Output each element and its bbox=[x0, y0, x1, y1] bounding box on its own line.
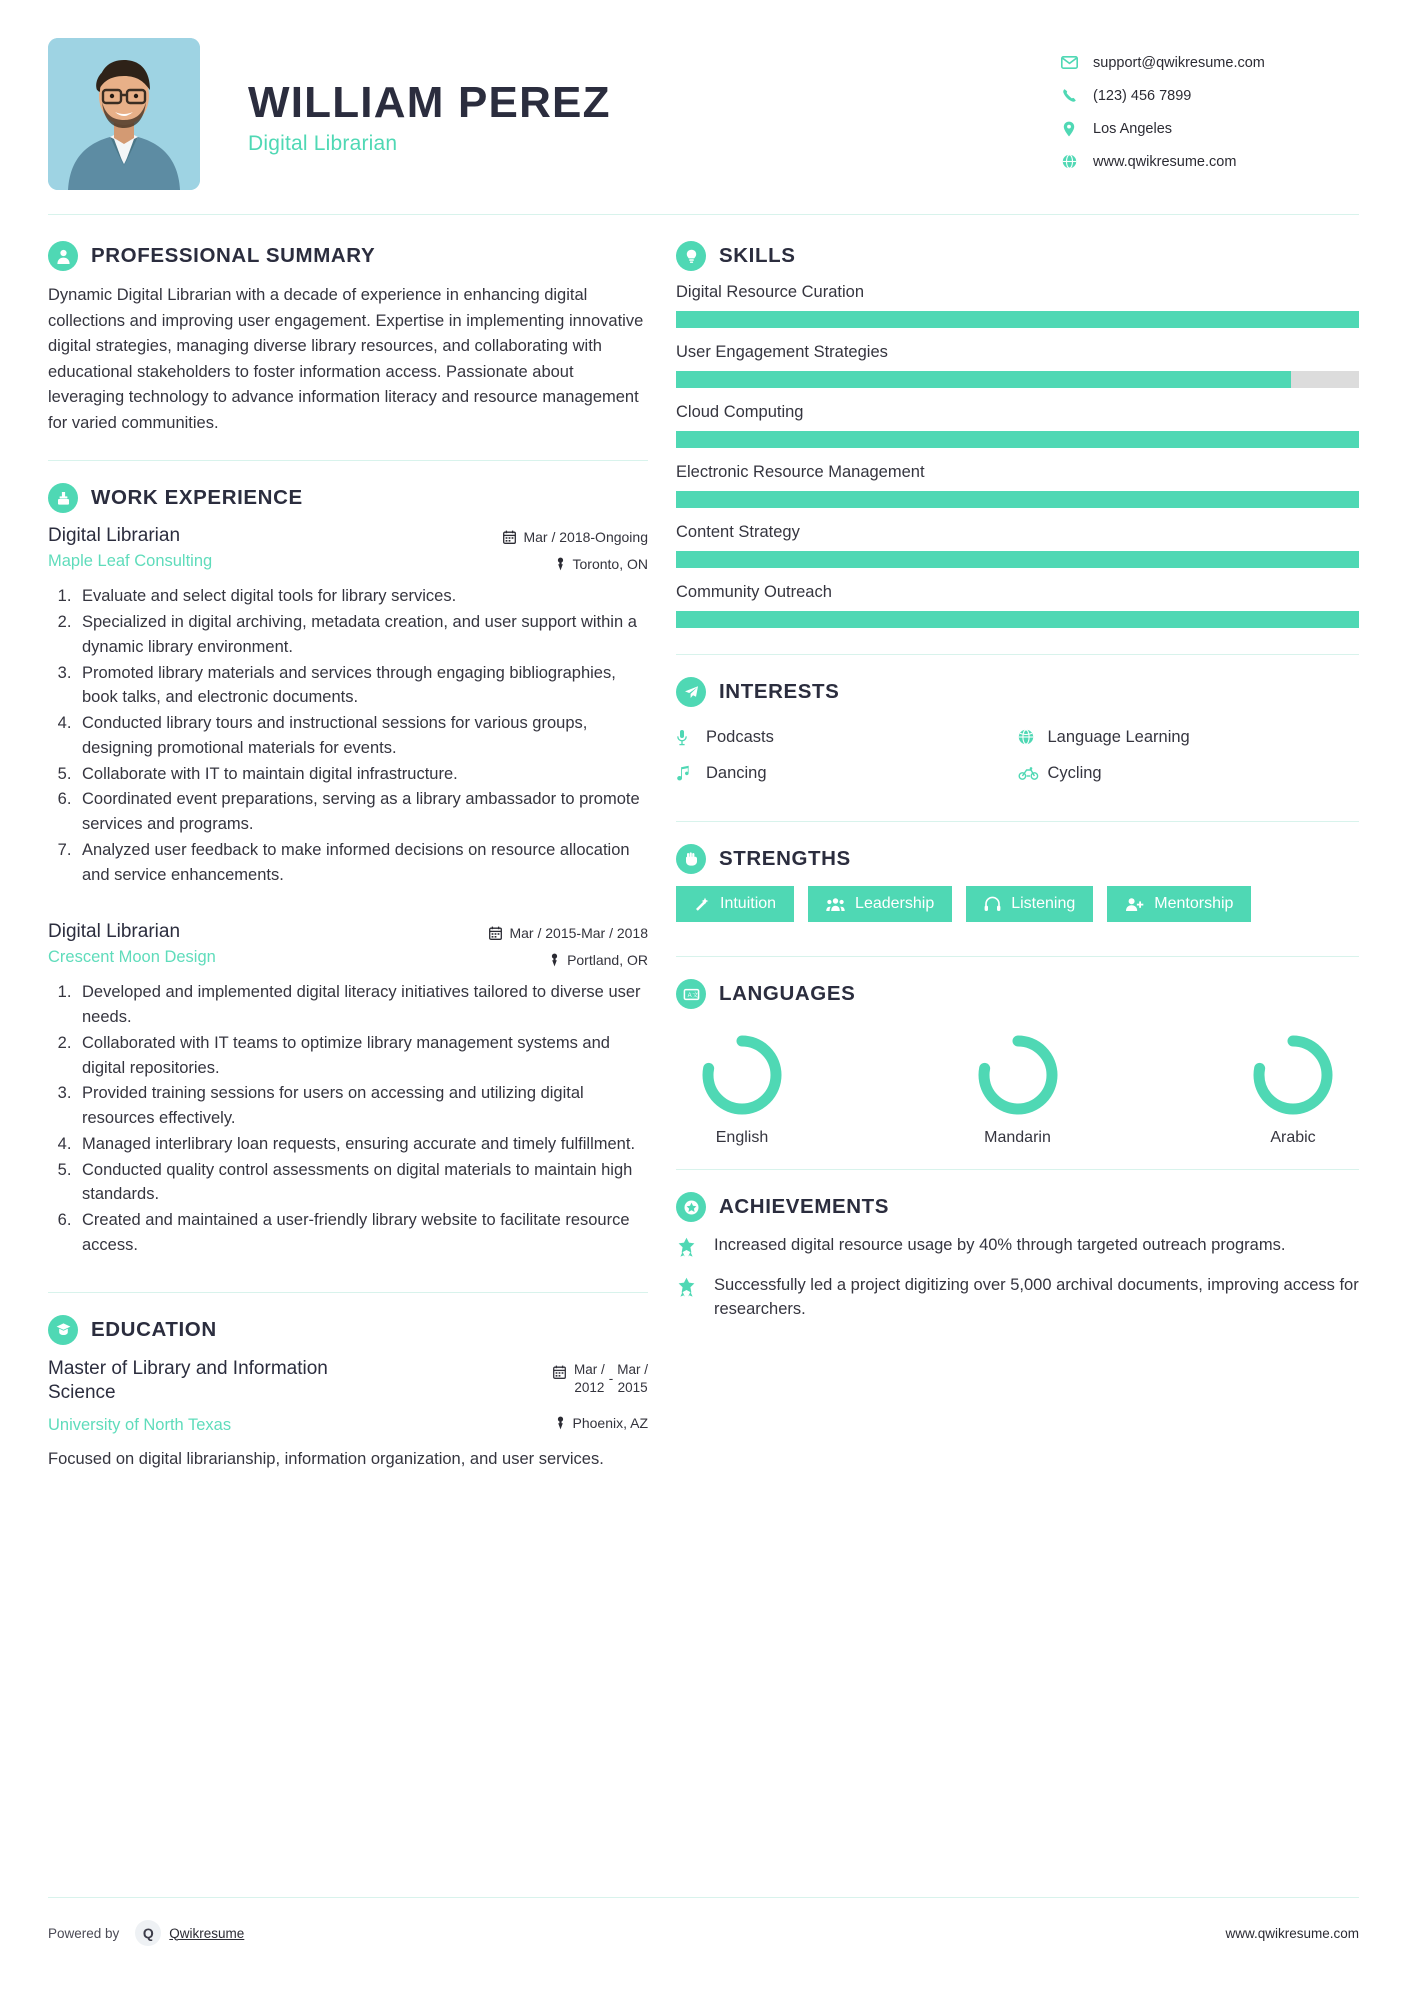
section-divider bbox=[676, 654, 1359, 655]
job-location-row bbox=[503, 556, 648, 572]
education-location: Phoenix, AZ bbox=[572, 1415, 648, 1432]
work-entry-identity bbox=[48, 921, 489, 967]
bicycle-icon bbox=[1018, 766, 1040, 780]
education-meta bbox=[553, 1357, 648, 1431]
language-grid bbox=[676, 1021, 1359, 1147]
skill-item bbox=[676, 463, 1359, 508]
section-achievements bbox=[676, 1192, 1359, 1322]
job-location: Portland, OR bbox=[567, 952, 648, 969]
education-start-year: 2012 bbox=[574, 1379, 605, 1395]
list-item: 6. Created and maintained a user-friendly library website to facilitate resource access. bbox=[76, 1208, 648, 1258]
section-title: EDUCATION bbox=[91, 1317, 217, 1341]
skill-bar-track bbox=[676, 371, 1359, 388]
skill-bar-track bbox=[676, 551, 1359, 568]
contact-website-value: www.qwikresume.com bbox=[1093, 153, 1237, 170]
work-entry-meta bbox=[503, 525, 648, 572]
language-card-icon bbox=[676, 979, 706, 1009]
language-label: English bbox=[715, 1129, 769, 1146]
section-header bbox=[676, 844, 1359, 874]
interest-label: Dancing bbox=[706, 763, 767, 782]
interest-item bbox=[676, 755, 1018, 791]
education-date-end bbox=[617, 1361, 648, 1397]
skill-bar-fill bbox=[676, 371, 1291, 388]
list-item: 2. Collaborated with IT teams to optimize library management systems and digital repositories. bbox=[76, 1031, 648, 1081]
achievement-item bbox=[676, 1234, 1359, 1258]
section-education bbox=[48, 1315, 648, 1472]
map-pin-icon bbox=[549, 953, 560, 967]
education-date-row bbox=[553, 1361, 648, 1397]
contact-phone-row[interactable] bbox=[1059, 79, 1359, 112]
work-entry-identity bbox=[48, 525, 503, 571]
avatar bbox=[48, 38, 200, 190]
list-item: 5. Conducted quality control assessments on digital materials to maintain high standards. bbox=[76, 1158, 648, 1208]
paper-plane-icon bbox=[676, 677, 706, 707]
status-badge bbox=[1107, 886, 1251, 922]
education-end-month: Mar / bbox=[617, 1361, 648, 1377]
degree-title: Master of Library and Information Science bbox=[48, 1357, 328, 1404]
language-level-ring bbox=[696, 1029, 788, 1121]
users-group-icon bbox=[826, 897, 845, 912]
job-date-row bbox=[503, 529, 648, 545]
footer-divider bbox=[48, 1897, 1359, 1898]
section-header bbox=[48, 241, 648, 271]
list-item: 3. Promoted library materials and services through engaging bibliographies, book talks, and electronic documents. bbox=[76, 661, 648, 711]
achievement-item bbox=[676, 1274, 1359, 1322]
headphones-icon bbox=[984, 896, 1001, 912]
resume-header bbox=[48, 0, 1359, 200]
skill-bar-track bbox=[676, 491, 1359, 508]
award-star-icon bbox=[676, 1274, 702, 1297]
list-item: 1. Developed and implemented digital literacy initiatives tailored to diverse user needs. bbox=[76, 980, 648, 1030]
job-date: Mar / 2015-Mar / 2018 bbox=[509, 925, 648, 942]
section-languages bbox=[676, 979, 1359, 1147]
list-item: 4. Conducted library tours and instructional sessions for various groups, designing promotional materials for events. bbox=[76, 711, 648, 761]
skill-item bbox=[676, 523, 1359, 568]
profile-photo-illustration bbox=[48, 38, 200, 190]
calendar-icon bbox=[503, 530, 516, 544]
skill-item bbox=[676, 343, 1359, 388]
section-header bbox=[676, 979, 1359, 1009]
footer-website-url[interactable]: www.qwikresume.com bbox=[1225, 1925, 1359, 1941]
award-star-icon bbox=[676, 1234, 702, 1257]
contact-email-value: support@qwikresume.com bbox=[1093, 54, 1265, 71]
section-interests bbox=[676, 677, 1359, 791]
language-item bbox=[1233, 1029, 1353, 1147]
section-divider bbox=[676, 821, 1359, 822]
education-end-year: 2015 bbox=[617, 1379, 648, 1395]
skill-bar-fill bbox=[676, 431, 1359, 448]
svg-text:A: A bbox=[687, 992, 692, 999]
education-entry bbox=[48, 1357, 648, 1472]
work-entry-header bbox=[48, 921, 648, 968]
language-item bbox=[682, 1029, 802, 1147]
page-title: WILLIAM PEREZ bbox=[248, 78, 611, 127]
skill-label: Electronic Resource Management bbox=[676, 463, 925, 481]
education-entry-header bbox=[48, 1357, 648, 1435]
contact-email-row[interactable] bbox=[1059, 46, 1359, 79]
interest-label: Podcasts bbox=[706, 727, 774, 746]
section-title: PROFESSIONAL SUMMARY bbox=[91, 244, 376, 267]
education-date-separator: - bbox=[608, 1371, 614, 1387]
location-pin-icon bbox=[1059, 121, 1079, 137]
section-divider bbox=[676, 956, 1359, 957]
envelope-icon bbox=[1059, 56, 1079, 69]
interest-grid bbox=[676, 719, 1359, 791]
skill-label: Digital Resource Curation bbox=[676, 283, 865, 301]
user-circle-icon bbox=[48, 241, 78, 271]
section-header bbox=[676, 1192, 1359, 1222]
svg-text:文: 文 bbox=[691, 992, 698, 999]
job-location: Toronto, ON bbox=[572, 556, 648, 573]
section-professional-summary bbox=[48, 241, 648, 436]
star-badge-icon bbox=[676, 1192, 706, 1222]
interest-label: Language Learning bbox=[1047, 727, 1190, 746]
job-date-row bbox=[489, 925, 648, 941]
left-column bbox=[48, 241, 648, 1476]
section-divider bbox=[48, 460, 648, 461]
list-item: 4. Managed interlibrary loan requests, ensuring accurate and timely fulfillment. bbox=[76, 1132, 648, 1157]
microphone-icon bbox=[676, 729, 698, 746]
list-item: 3. Provided training sessions for users on accessing and utilizing digital resources effectively. bbox=[76, 1081, 648, 1131]
contact-location-value: Los Angeles bbox=[1093, 120, 1173, 137]
globe-icon bbox=[1059, 154, 1079, 169]
section-title: INTERESTS bbox=[719, 680, 840, 703]
job-title: Digital Librarian bbox=[48, 525, 181, 547]
education-date-start bbox=[574, 1361, 605, 1397]
graduation-cap-icon bbox=[48, 1315, 78, 1345]
qwikresume-brand-link[interactable]: Qwikresume bbox=[169, 1925, 245, 1941]
contact-location-row[interactable] bbox=[1059, 112, 1359, 145]
skill-bar-track bbox=[676, 611, 1359, 628]
map-pin-icon bbox=[555, 1416, 566, 1430]
skill-label: Cloud Computing bbox=[676, 403, 804, 421]
skill-bar-track bbox=[676, 311, 1359, 328]
powered-by-label: Powered by bbox=[48, 1925, 120, 1941]
interest-item bbox=[1018, 719, 1360, 755]
briefcase-icon bbox=[48, 483, 78, 513]
job-bullet-list bbox=[48, 584, 648, 887]
body-columns bbox=[48, 215, 1359, 1476]
contact-list bbox=[1059, 38, 1359, 178]
section-header bbox=[676, 677, 1359, 707]
skill-label: Community Outreach bbox=[676, 583, 832, 601]
achievement-text: Successfully led a project digitizing over 5,000 archival documents, improving access for researchers. bbox=[714, 1275, 1359, 1318]
language-label: Arabic bbox=[1270, 1129, 1316, 1146]
qwikresume-logo-icon: Q bbox=[135, 1920, 161, 1946]
section-header bbox=[48, 1315, 648, 1345]
work-entry-header bbox=[48, 525, 648, 572]
work-entry-meta bbox=[489, 921, 648, 968]
interest-item bbox=[676, 719, 1018, 755]
education-location-row bbox=[553, 1415, 648, 1431]
language-level-ring bbox=[972, 1029, 1064, 1121]
job-location-row bbox=[489, 952, 648, 968]
section-divider bbox=[676, 1169, 1359, 1170]
fist-icon bbox=[676, 844, 706, 874]
strength-label: Listening bbox=[1011, 895, 1076, 912]
list-item: 1. Evaluate and select digital tools for library services. bbox=[76, 584, 648, 609]
music-note-icon bbox=[676, 765, 698, 782]
skill-item bbox=[676, 583, 1359, 628]
section-divider bbox=[48, 1292, 648, 1293]
language-item bbox=[958, 1029, 1078, 1147]
list-item: 2. Specialized in digital archiving, metadata creation, and user support within a dynamic library environment. bbox=[76, 610, 648, 660]
education-start-month: Mar / bbox=[573, 1361, 605, 1377]
strength-chip-grid bbox=[676, 886, 1359, 922]
status-badge bbox=[676, 886, 794, 922]
achievement-text: Increased digital resource usage by 40% through targeted outreach programs. bbox=[714, 1236, 1286, 1254]
globe-language-icon bbox=[1018, 729, 1040, 745]
status-badge bbox=[808, 886, 952, 922]
school-name: University of North Texas bbox=[48, 1416, 232, 1434]
calendar-icon bbox=[553, 1365, 566, 1382]
right-column bbox=[676, 241, 1359, 1476]
skill-bar-fill bbox=[676, 611, 1359, 628]
strength-label: Mentorship bbox=[1154, 895, 1234, 912]
education-identity bbox=[48, 1357, 553, 1435]
strength-label: Intuition bbox=[720, 895, 777, 912]
section-strengths bbox=[676, 844, 1359, 922]
job-date: Mar / 2018-Ongoing bbox=[523, 529, 648, 546]
section-title: WORK EXPERIENCE bbox=[91, 486, 303, 510]
job-title: Digital Librarian bbox=[48, 921, 181, 943]
education-description: Focused on digital librarianship, information organization, and user services. bbox=[48, 1450, 604, 1468]
job-company: Maple Leaf Consulting bbox=[48, 552, 213, 571]
lightbulb-icon bbox=[676, 241, 706, 271]
work-entry bbox=[48, 921, 648, 1257]
phone-icon bbox=[1059, 88, 1079, 103]
list-item: 5. Collaborate with IT to maintain digital infrastructure. bbox=[76, 762, 648, 787]
section-header bbox=[676, 241, 1359, 271]
section-work-experience bbox=[48, 483, 648, 1257]
section-title: STRENGTHS bbox=[719, 847, 851, 870]
section-skills bbox=[676, 241, 1359, 628]
job-bullet-list bbox=[48, 980, 648, 1257]
skill-bar-fill bbox=[676, 311, 1359, 328]
job-role-subtitle: Digital Librarian bbox=[248, 132, 398, 156]
interest-item bbox=[1018, 755, 1360, 791]
job-company: Crescent Moon Design bbox=[48, 948, 216, 967]
identity-block bbox=[200, 38, 1059, 156]
page-footer bbox=[48, 1920, 1359, 1946]
status-badge bbox=[966, 886, 1093, 922]
column-gap bbox=[648, 241, 676, 1476]
skill-bar-track bbox=[676, 431, 1359, 448]
interest-label: Cycling bbox=[1047, 763, 1102, 782]
language-level-ring bbox=[1247, 1029, 1339, 1121]
user-plus-icon bbox=[1125, 897, 1144, 912]
work-entry bbox=[48, 525, 648, 887]
skill-item bbox=[676, 283, 1359, 328]
language-label: Mandarin bbox=[984, 1129, 1051, 1146]
skill-item bbox=[676, 403, 1359, 448]
spacer bbox=[48, 891, 648, 921]
map-pin-icon bbox=[555, 557, 566, 571]
skill-bar-fill bbox=[676, 491, 1359, 508]
strength-label: Leadership bbox=[855, 895, 935, 912]
magic-wand-icon bbox=[694, 896, 710, 912]
list-item: 6. Coordinated event preparations, serving as a library ambassador to promote services and programs. bbox=[76, 787, 648, 837]
section-title: LANGUAGES bbox=[719, 982, 856, 1005]
section-title: SKILLS bbox=[719, 244, 796, 267]
section-header bbox=[48, 483, 648, 513]
section-title: ACHIEVEMENTS bbox=[719, 1195, 890, 1218]
calendar-icon bbox=[489, 926, 502, 940]
skill-label: Content Strategy bbox=[676, 523, 800, 541]
contact-website-row[interactable] bbox=[1059, 145, 1359, 178]
skill-bar-fill bbox=[676, 551, 1359, 568]
contact-phone-value: (123) 456 7899 bbox=[1093, 87, 1192, 104]
summary-text: Dynamic Digital Librarian with a decade of experience in enhancing digital collections and improving user engagement. Expertise in implementing innovative digital strategies, managing diverse library resources, and collaborating with educational stakeholders to foster information access. Passionate about leveraging technology to advance information literacy and resource management for varied communities. bbox=[48, 286, 644, 432]
skill-label: User Engagement Strategies bbox=[676, 343, 888, 361]
list-item: 7. Analyzed user feedback to make informed decisions on resource allocation and service enhancements. bbox=[76, 838, 648, 888]
